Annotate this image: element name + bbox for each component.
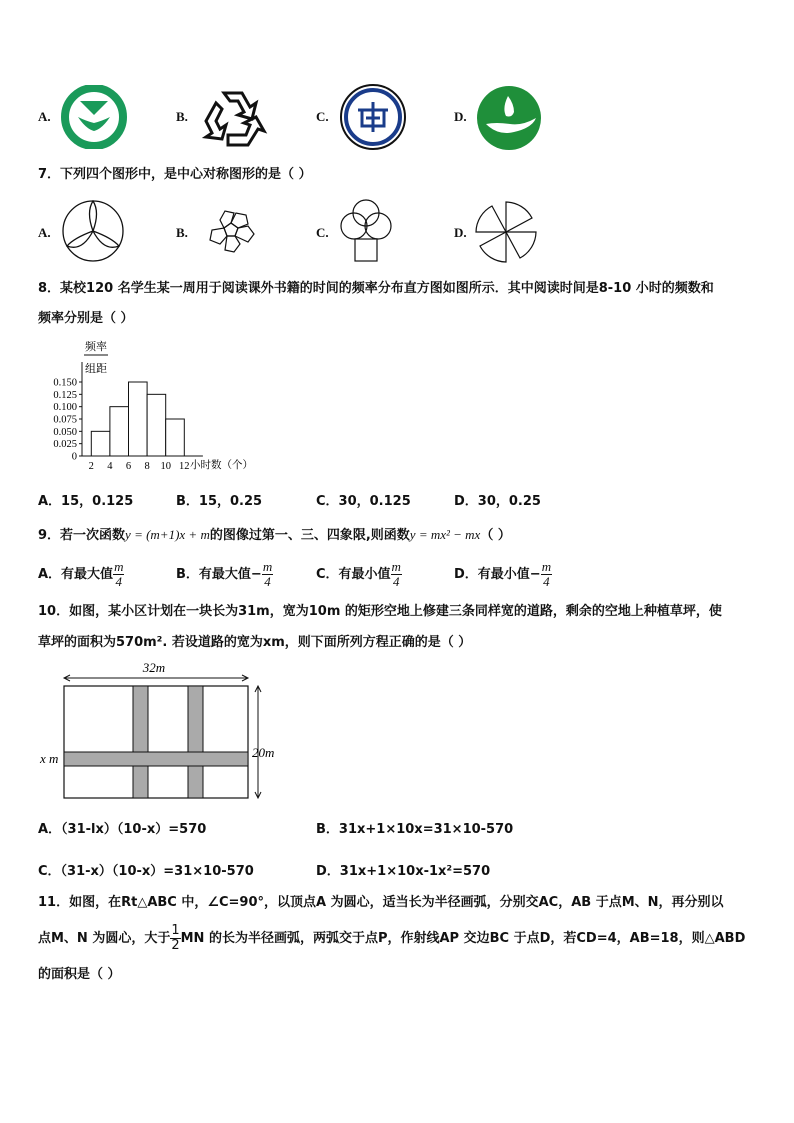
q6-option-c-label: C. xyxy=(316,109,329,124)
q10-option-b: B．31x+1×10x=31×10-570 xyxy=(316,822,514,837)
hist-x-tick-label: 10 xyxy=(160,461,171,472)
q9-stem-prefix: 9．若一次函数 xyxy=(38,528,126,543)
circle-seal-logo-icon xyxy=(338,82,408,152)
hist-y-tick-label: 0.050 xyxy=(53,426,77,438)
q9-option-b-num: m xyxy=(262,559,273,574)
recycle-icon xyxy=(198,85,268,149)
q9-option-c-label: C．有最小值 xyxy=(316,567,391,582)
q8-stem-line2: 频率分别是（ ） xyxy=(38,311,134,326)
q10-option-c: C．（31-x）（10-x）=31×10-570 xyxy=(38,864,254,879)
hist-x-tick-label: 12 xyxy=(179,461,190,472)
q11-frac-den: 2 xyxy=(171,938,180,953)
hist-bar xyxy=(110,407,129,456)
q9-stem-suffix: （ ） xyxy=(480,528,511,543)
figure-right-label: 20m xyxy=(252,745,275,760)
q9-func1: y = (m+1)x + m xyxy=(125,527,210,542)
q7-option-c-label: C. xyxy=(316,225,329,240)
q9-func2: y = mx² − mx xyxy=(409,527,481,542)
q10-option-d: D．31x+1×10x-1x²=570 xyxy=(316,864,491,879)
q8-stem-line1: 8．某校120 名学生某一周用于阅读课外书籍的时间的频率分布直方图如图所示．其中阅读时间是8-10 小时的频数和 xyxy=(38,281,714,296)
hist-x-tick-label: 8 xyxy=(144,461,150,472)
figure-top-label: 32m xyxy=(142,660,166,675)
frequency-histogram xyxy=(40,336,280,476)
green-water-logo-icon xyxy=(474,84,544,152)
q11-stem-line2 xyxy=(38,924,758,954)
q7-stem: 7．下列四个图形中，是中心对称图形的是（ ） xyxy=(38,167,312,182)
q8-option-b: B．15，0.25 xyxy=(176,494,263,509)
q9-option-a-label: A．有最大值 xyxy=(38,567,114,582)
q11-stem-line3: 的面积是（ ） xyxy=(38,967,121,982)
hist-y-tick-label: 0 xyxy=(71,451,77,463)
q11-stem-line2-prefix: 点M、N 为圆心，大于 xyxy=(38,931,171,946)
hist-xlabel: 小时数（个） xyxy=(190,460,253,471)
three-circles-square-figure xyxy=(336,198,396,264)
hist-bar xyxy=(91,431,110,456)
hist-ylabel-bottom: 组距 xyxy=(85,363,107,375)
q8-option-a: A．15，0.125 xyxy=(38,494,134,509)
q9-option-d-num: m xyxy=(541,559,552,574)
q9-option-a-num: m xyxy=(114,559,124,574)
q9-option-c xyxy=(316,560,402,589)
q7-option-a-label: A. xyxy=(38,225,51,240)
q10-stem-line1: 10．如图，某小区计划在一块长为31m，宽为10m 的矩形空地上修建三条同样宽的道路，剩余的空地上种植草坪，使 xyxy=(38,604,722,619)
q9-stem-mid: 的图像过第一、三、四象限,则函数 xyxy=(209,528,410,543)
q9-option-d-sign: − xyxy=(529,567,541,582)
pinwheel-figure xyxy=(472,200,542,264)
hist-y-tick-label: 0.025 xyxy=(53,439,77,451)
hist-bar xyxy=(129,382,148,456)
road-layout-figure xyxy=(36,656,286,804)
q9-stem xyxy=(38,520,758,551)
q9-option-d xyxy=(454,560,552,589)
q9-option-c-num: m xyxy=(391,559,401,574)
circle-three-petals-figure xyxy=(60,200,130,262)
q9-option-b-label: B．有最大值 xyxy=(176,567,251,582)
q6-option-d-label: D. xyxy=(454,109,467,124)
green-food-logo-icon xyxy=(60,85,128,149)
hist-x-tick-label: 6 xyxy=(125,461,132,472)
q11-stem-line1: 11．如图，在Rt△ABC 中，∠C=90°，以顶点A 为圆心，适当长为半径画弧，分别交AC，AB 于点M、N，再分别以 xyxy=(38,895,724,910)
q9-option-d-den: 4 xyxy=(543,574,550,589)
q11-stem-line2-suffix: MN 的长为半径画弧，两弧交于点P，作射线AP 交边BC 于点D，若CD=4，AB=18，则△ABD xyxy=(180,931,746,946)
q7-option-b-label: B. xyxy=(176,225,188,240)
q6-option-b-label: B. xyxy=(176,109,188,124)
q9-option-c-den: 4 xyxy=(392,574,400,589)
q8-option-c: C．30，0.125 xyxy=(316,494,411,509)
hist-y-tick-label: 0.075 xyxy=(53,414,77,426)
q9-option-b xyxy=(176,560,273,589)
hist-y-tick-label: 0.100 xyxy=(53,402,77,414)
q8-option-d: D．30，0.25 xyxy=(454,494,541,509)
figure-left-label: x m xyxy=(40,751,59,766)
q9-option-b-sign: − xyxy=(250,567,262,582)
hist-x-tick-label: 4 xyxy=(107,461,113,472)
hist-y-tick-label: 0.150 xyxy=(53,377,77,389)
hist-ylabel-top: 频率 xyxy=(85,341,107,353)
hist-y-tick-label: 0.125 xyxy=(53,389,77,401)
q11-frac-num: 1 xyxy=(171,923,180,938)
hist-bar xyxy=(147,394,166,456)
q9-option-a-den: 4 xyxy=(115,574,122,589)
q6-option-a-label: A. xyxy=(38,109,51,124)
q7-option-d-label: D. xyxy=(454,225,467,240)
q10-option-a: A．（31-lx）（10-x）=570 xyxy=(38,822,207,837)
pentagon-flower-figure xyxy=(196,196,266,266)
hist-x-tick-label: 2 xyxy=(88,461,94,472)
q9-option-d-label: D．有最小值 xyxy=(454,567,530,582)
hist-bar xyxy=(166,419,185,456)
q9-option-b-den: 4 xyxy=(264,574,271,589)
q10-stem-line2: 草坪的面积为570m². 若设道路的宽为xm，则下面所列方程正确的是（ ） xyxy=(38,635,472,650)
q9-option-a xyxy=(38,560,124,589)
